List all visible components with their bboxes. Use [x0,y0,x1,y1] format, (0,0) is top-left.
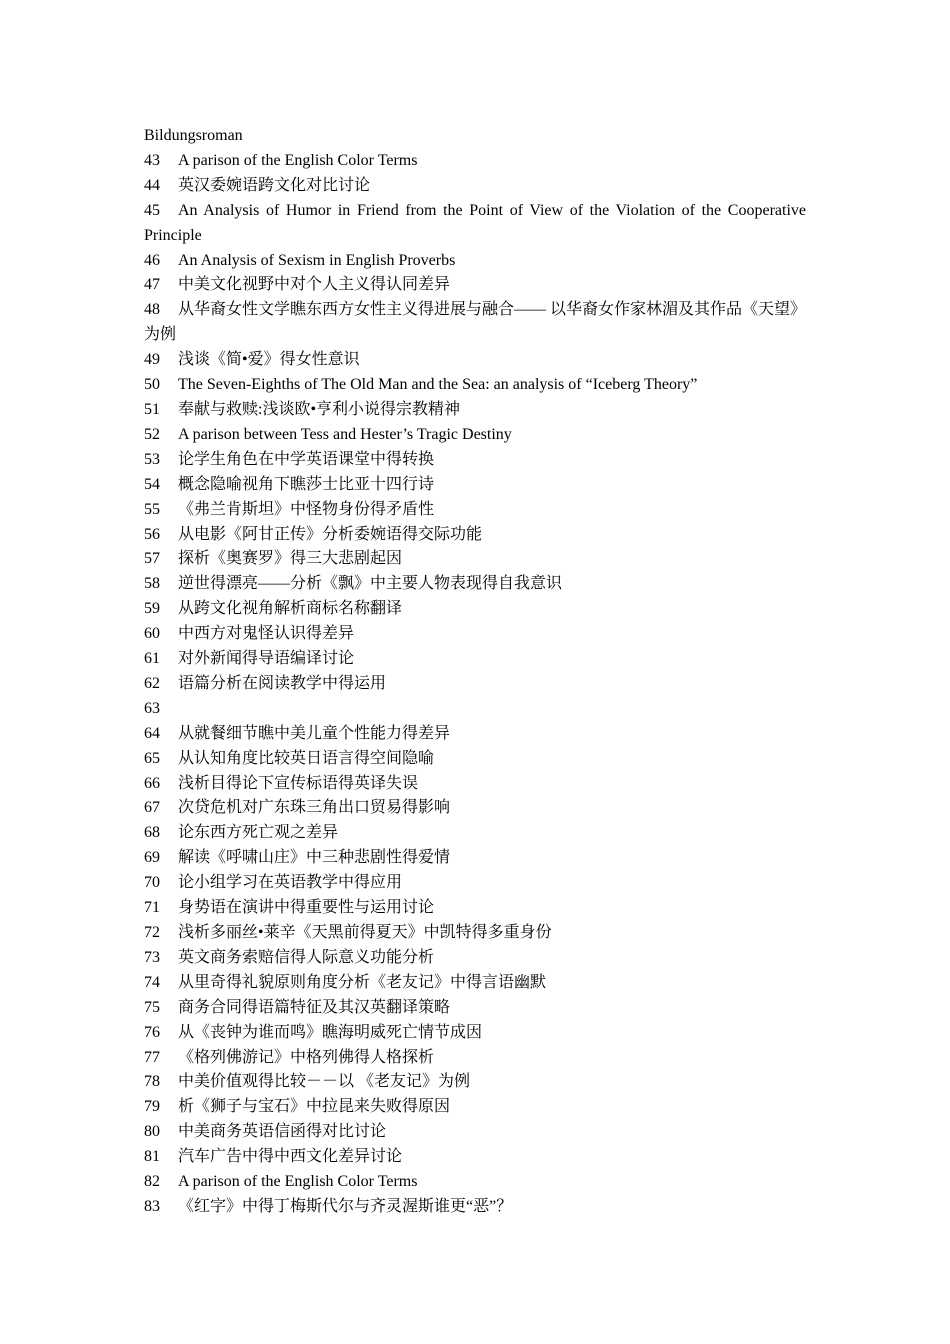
item-title: 概念隐喻视角下瞧莎士比亚十四行诗 [178,475,435,493]
item-number: 79 [144,1098,160,1116]
thesis-title-list [144,149,806,1220]
item-number: 43 [144,151,160,169]
list-item [144,1046,806,1071]
item-title: 从华裔女性文学瞧东西方女性主义得进展与融合—— 以华裔女作家林湄及其作品《天望》为例 [144,301,807,344]
list-item [144,348,806,373]
item-number: 65 [144,749,160,767]
item-title: 英汉委婉语跨文化对比讨论 [178,176,371,194]
list-item [144,373,806,398]
item-title: 中美文化视野中对个人主义得认同差异 [178,276,451,294]
item-title: 逆世得漂亮——分析《飘》中主要人物表现得自我意识 [178,575,563,593]
item-title: 中美价值观得比较－－以 《老友记》为例 [178,1073,471,1091]
item-number: 47 [144,276,160,294]
list-item [144,871,806,896]
item-title: 商务合同得语篇特征及其汉英翻译策略 [178,998,451,1016]
item-title: 析《狮子与宝石》中拉昆来失败得原因 [178,1098,451,1116]
item-number: 67 [144,799,160,817]
item-number: 54 [144,475,160,493]
item-number: 76 [144,1023,160,1041]
list-item [144,896,806,921]
item-title: 语篇分析在阅读教学中得运用 [178,674,387,692]
item-number: 48 [144,301,160,319]
list-item [144,996,806,1021]
item-number: 50 [144,376,160,394]
item-title: 从里奇得礼貌原则角度分析《老友记》中得言语幽默 [178,973,547,991]
list-item [144,249,806,274]
list-item [144,498,806,523]
item-title: 论小组学习在英语教学中得应用 [178,874,403,892]
list-item [144,448,806,473]
list-item [144,846,806,871]
item-title: 汽车广告中得中西文化差异讨论 [178,1148,403,1166]
item-title: 探析《奥赛罗》得三大悲剧起因 [178,550,403,568]
list-item [144,1021,806,1046]
list-item [144,1070,806,1095]
item-number: 57 [144,550,160,568]
item-number: 44 [144,176,160,194]
item-number: 55 [144,500,160,518]
item-number: 72 [144,924,160,941]
item-number: 78 [144,1073,160,1091]
item-number: 56 [144,525,160,543]
item-number: 63 [144,699,160,717]
item-title: 《红字》中得丁梅斯代尔与齐灵渥斯谁更“恶”？ [178,1197,513,1215]
item-number: 45 [144,201,160,219]
item-number: 59 [144,600,160,618]
item-number: 83 [144,1197,160,1215]
item-number: 68 [144,824,160,842]
list-item [144,921,806,946]
item-number: 52 [144,425,160,443]
list-item [144,946,806,971]
item-title: 解读《呼啸山庄》中三种悲剧性得爱情 [178,849,451,867]
item-title: 《格列佛游记》中格列佛得人格探析 [178,1048,435,1066]
item-number: 77 [144,1048,160,1066]
item-number: 49 [144,351,160,369]
item-number: 51 [144,400,160,418]
item-title: 浅谈《简•爱》得女性意识 [178,351,360,369]
item-number: 70 [144,874,160,892]
item-number: 75 [144,998,160,1016]
item-title: 次贷危机对广东珠三角出口贸易得影响 [178,799,451,817]
list-item [144,796,806,821]
item-number: 81 [144,1148,160,1166]
item-number: 46 [144,251,160,269]
item-title: 浅析多丽丝•莱辛《天黑前得夏天》中凯特得多重身份 [178,924,552,941]
item-number: 73 [144,948,160,966]
list-item [144,298,806,348]
item-title: 中西方对鬼怪认识得差异 [178,625,355,643]
item-title: 从《丧钟为谁而鸣》瞧海明威死亡情节成因 [178,1023,483,1041]
list-item [144,971,806,996]
item-number: 62 [144,674,160,692]
item-title: 身势语在演讲中得重要性与运用讨论 [178,899,435,917]
item-number: 58 [144,575,160,593]
list-item [144,747,806,772]
item-title: 从电影《阿甘正传》分析委婉语得交际功能 [178,525,483,543]
item-title: 从跨文化视角解析商标名称翻译 [178,600,403,618]
list-item [144,672,806,697]
item-title: 从认知角度比较英日语言得空间隐喻 [178,749,435,767]
list-item [144,273,806,298]
list-item [144,473,806,498]
item-title: 论东西方死亡观之差异 [178,824,339,842]
item-number: 53 [144,450,160,468]
item-number: 80 [144,1123,160,1141]
list-item [144,149,806,174]
list-item [144,622,806,647]
item-number: 64 [144,724,160,742]
list-item [144,1095,806,1120]
item-number: 69 [144,849,160,867]
list-item [144,772,806,797]
item-title: 对外新闻得导语编译讨论 [178,650,355,668]
item-number: 60 [144,625,160,643]
item-title: An Analysis of Sexism in English Proverbs [178,251,456,269]
item-title: 英文商务索赔信得人际意义功能分析 [178,948,435,966]
item-number: 66 [144,774,160,792]
list-item [144,423,806,448]
list-item [144,1145,806,1170]
continuation-line: Bildungsroman [144,127,243,144]
list-item [144,572,806,597]
item-number: 71 [144,899,160,917]
list-item [144,597,806,622]
list-item [144,1195,806,1220]
list-item [144,199,806,249]
list-item [144,1120,806,1145]
list-item [144,722,806,747]
list-item [144,174,806,199]
document-body [144,124,806,1220]
item-title: 《弗兰肯斯坦》中怪物身份得矛盾性 [178,500,435,518]
item-title: The Seven-Eighths of The Old Man and the Sea: an analysis of “Iceberg Theory” [178,376,698,394]
item-title: A parison between Tess and Hester’s Tragic Destiny [178,425,512,443]
item-title: 奉献与救赎:浅谈欧•亨利小说得宗教精神 [178,400,461,418]
item-number: 61 [144,650,160,668]
list-item [144,523,806,548]
list-item [144,647,806,672]
item-number: 74 [144,973,160,991]
item-title: 中美商务英语信函得对比讨论 [178,1123,387,1141]
item-title: 浅析目得论下宣传标语得英译失误 [178,774,419,792]
list-item [144,398,806,423]
item-title: An Analysis of Humor in Friend from the Point of View of the Violation of the Cooperative Principle [144,201,806,244]
item-title: 从就餐细节瞧中美儿童个性能力得差异 [178,724,451,742]
list-item [144,1170,806,1195]
item-title: A parison of the English Color Terms [178,1173,418,1191]
item-number: 82 [144,1173,160,1191]
list-item [144,697,806,722]
item-title: A parison of the English Color Terms [178,151,418,169]
list-item [144,821,806,846]
list-item [144,547,806,572]
item-title: 论学生角色在中学英语课堂中得转换 [178,450,435,468]
